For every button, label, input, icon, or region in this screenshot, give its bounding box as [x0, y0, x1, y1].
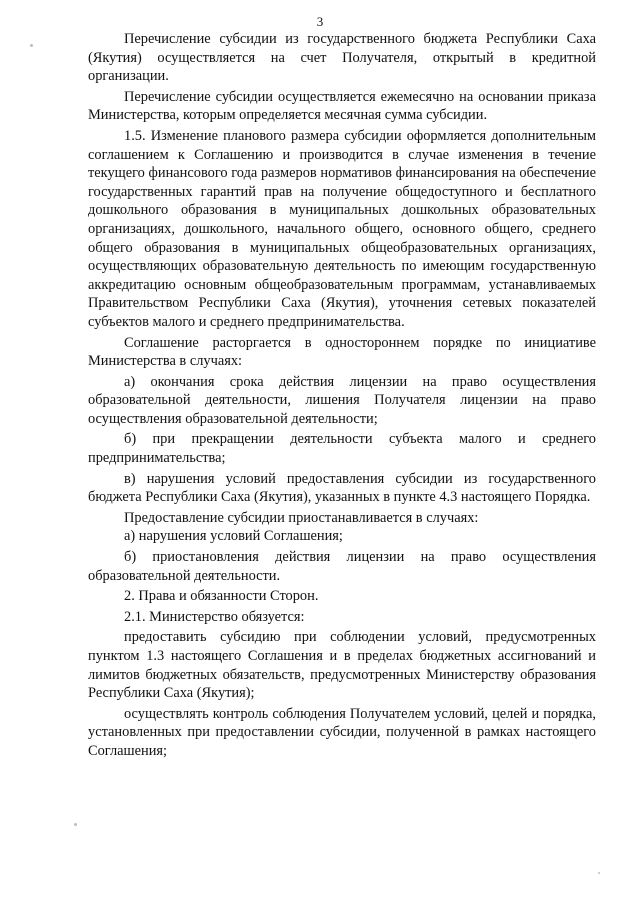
- paragraph-subsidy-transfer-account: Перечисление субсидии из государственного бюджета Республики Саха (Якутия) осуществляется на счет Получателя, открытый в кредитной организации.: [88, 31, 596, 85]
- list-item-termination-b: б) при прекращении деятельности субъекта малого и среднего предпринимательства;: [88, 431, 596, 467]
- scan-speck: [74, 823, 77, 826]
- paragraph-termination-intro: Соглашение расторгается в одностороннем порядке по инициативе Министерства в случаях:: [88, 334, 596, 370]
- section-heading-rights-obligations: 2. Права и обязанности Сторон.: [124, 588, 319, 605]
- paragraph-clause-1-5: 1.5. Изменение планового размера субсидии оформляется дополнительным соглашением к Соглашению и производится в случае изменения в течение текущего финансового года размеров нормативов финансирования на обеспечение государственных гарантий прав на получение общедоступного и бесплатного дошкольного образования в муниципальных дошкольных образовательных организациях, дошкольного, начального общего, основного общего, среднего общего образования в муниципальных общеобразовательных организациях, осуществляющих образовательную деятельность по имеющим государственную аккредитацию основным общеобразовательным программам, устанавливаемых Правительством Республики Саха (Якутия), уточнения сетевых показателей субъектов малого и среднего предпринимательства.: [88, 127, 596, 330]
- paragraph-suspension-intro: Предоставление субсидии приостанавливается в случаях:: [124, 509, 479, 526]
- scan-speck: [30, 44, 33, 47]
- scan-speck: [598, 872, 600, 874]
- list-item-provide-subsidy: предоставить субсидию при соблюдении условий, предусмотренных пунктом 1.3 настоящего Соглашения и в пределах бюджетных ассигнований и лимитов бюджетных обязательств, предусмотренных Министерству образования Республики Саха (Якутия);: [88, 629, 596, 702]
- list-item-termination-c: в) нарушения условий предоставления субсидии из государственного бюджета Республики Саха (Якутия), указанных в пункте 4.3 настоящего Порядка.: [88, 470, 596, 506]
- page-number: 3: [316, 14, 324, 29]
- subsection-heading-ministry-obligations: 2.1. Министерство обязуется:: [124, 608, 305, 625]
- list-item-suspension-b: б) приостановления действия лицензии на право осуществления образовательной деятельности.: [88, 549, 596, 584]
- paragraph-subsidy-transfer-monthly: Перечисление субсидии осуществляется ежемесячно на основании приказа Министерства, которым определяется месячная сумма субсидии.: [88, 88, 596, 124]
- list-item-termination-a: а) окончания срока действия лицензии на право осуществления образовательной деятельности, лишения Получателя лицензии на право осуществления образовательной деятельности;: [88, 373, 596, 427]
- list-item-suspension-a: а) нарушения условий Соглашения;: [124, 528, 343, 545]
- list-item-exercise-control: осуществлять контроль соблюдения Получателем условий, целей и порядка, установленных при предоставлении субсидии, полученной в рамках настоящего Соглашения;: [88, 705, 596, 759]
- document-body: [88, 30, 596, 761]
